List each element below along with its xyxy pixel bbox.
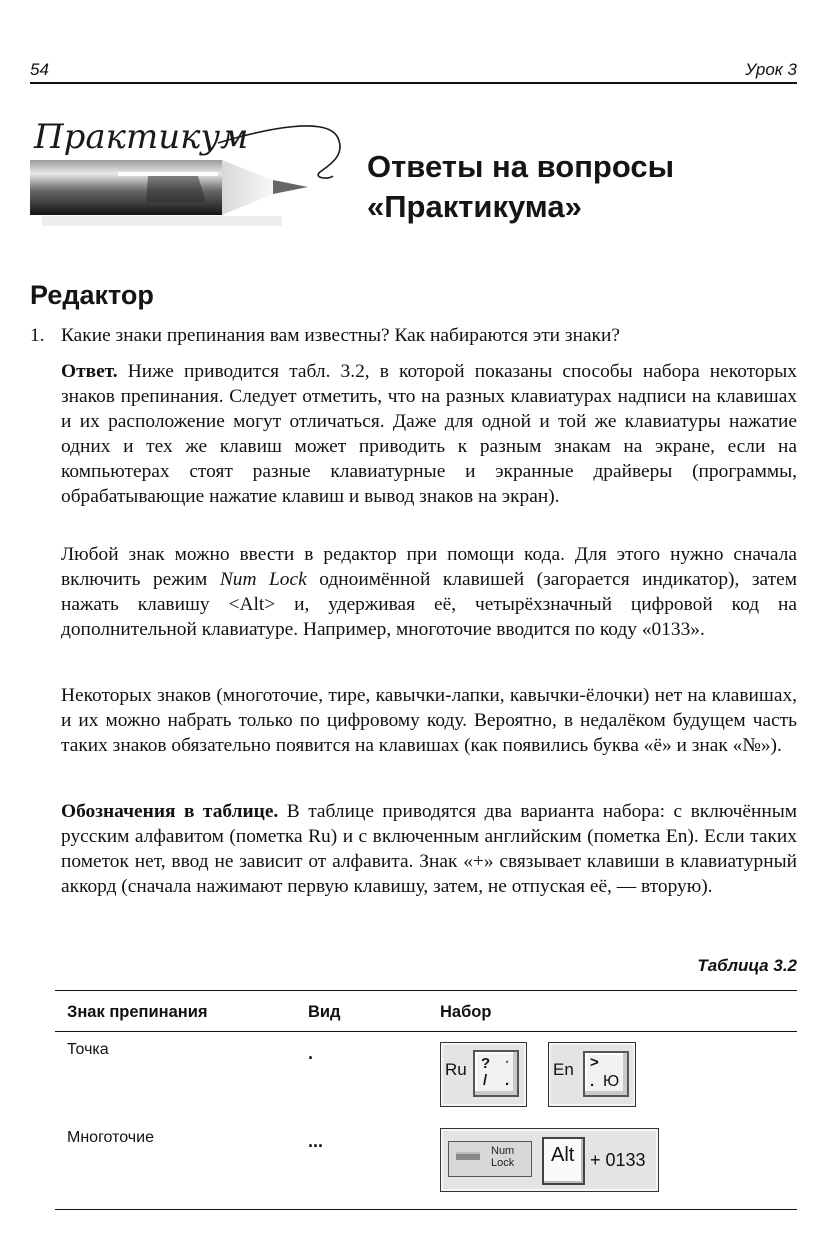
- section-heading: Редактор: [30, 280, 154, 310]
- num-lock-term: Num Lock: [219, 569, 307, 590]
- chapter-title-line2: «Практикума»: [367, 189, 582, 224]
- key-top-label: ?: [481, 1055, 491, 1072]
- key-right-bottom-label: .: [505, 1072, 510, 1089]
- paragraph-text: одноимённой клавишей (загорается индикатор), затем нажать клавишу <Alt> и, удерживая её, четырёхзначный цифровой код на дополнительной клавиатуре. Например, многоточие вводится по коду «0133».: [61, 569, 797, 640]
- alt-code-frame: [440, 1128, 659, 1192]
- lesson-label: Урок 3: [745, 60, 797, 79]
- sign-glyph: ...: [308, 1131, 324, 1151]
- question-text: Какие знаки препинания вам известны? Как набираются эти знаки?: [61, 325, 620, 346]
- lang-label-ru: Ru: [445, 1060, 467, 1079]
- key-right-bottom-label: Ю: [603, 1073, 620, 1090]
- header-sign: Знак препинания: [67, 1003, 208, 1021]
- header-input: Набор: [440, 1003, 492, 1021]
- key-right-top-label: ·: [505, 1054, 510, 1071]
- chapter-title: [367, 147, 674, 227]
- answer-lead: Ответ.: [61, 361, 118, 382]
- num-lock-key: [448, 1141, 532, 1177]
- punctuation-table: [55, 990, 797, 1210]
- answer-text: Ниже приводится табл. 3.2, в которой показаны способы набора некоторых знаков препинания. Следует отметить, что на разных клавиатурах надписи на клавишах и их расположение могут отличаться. Даже для одной и той же клавиатуры нажатие одних и тех же клавиш может приводить к разным знакам на экране, если на компьютерах стоят разные клавиатурные и экранные драйверы (программы, обрабатывающие нажатие клавиш и вывод знаков на экран).: [61, 361, 797, 507]
- notation-lead: Обозначения в таблице.: [61, 801, 279, 822]
- alt-key-label: Alt: [551, 1144, 575, 1166]
- paragraph-text: Любой знак можно ввести в редактор при помощи кода. Для этого нужно сначала включить режим: [61, 544, 797, 590]
- answer-paragraph: [61, 359, 797, 509]
- table-header: [55, 991, 797, 1032]
- special-signs-paragraph: [61, 683, 797, 758]
- table-caption: Таблица 3.2: [697, 956, 797, 975]
- question-slash-key: [473, 1050, 519, 1097]
- svg-text:Практикум: Практикум: [34, 117, 249, 157]
- header-view: Вид: [308, 1003, 341, 1021]
- table-row: [55, 1119, 797, 1209]
- question-number: 1.: [30, 325, 45, 346]
- code-input-paragraph: [61, 542, 797, 642]
- sign-glyph: .: [308, 1043, 314, 1063]
- key-bottom-label: /: [483, 1072, 488, 1089]
- lang-label-en: En: [553, 1060, 574, 1079]
- key-top-label: >: [590, 1054, 599, 1071]
- indicator-led-icon: [456, 1152, 480, 1160]
- key-bottom-label: .: [590, 1073, 595, 1090]
- sign-name: Точка: [67, 1041, 109, 1058]
- table-row: [55, 1031, 797, 1119]
- paragraph-text: В таблице приводятся два варианта набора: с включённым русским алфавитом (пометка Ru) и с включенным английским (пометка En). Если таких пометок нет, ввод не зависит от алфавита. Знак «+» связывает клавиши в клавиатурный аккорд (сначала нажимают первую клавишу, затем, не отпуская её, — вторую).: [61, 801, 797, 897]
- alt-code: + 0133: [590, 1150, 646, 1170]
- pencil-icon: [28, 108, 348, 238]
- sign-name: Многоточие: [67, 1129, 154, 1146]
- ru-key-frame: [440, 1042, 527, 1107]
- num-lock-label: Num Lock: [491, 1145, 515, 1169]
- practicum-logo: [28, 108, 348, 238]
- alt-key: [542, 1137, 585, 1185]
- en-key-frame: [548, 1042, 636, 1107]
- chapter-title-line1: Ответы на вопросы: [367, 149, 675, 184]
- table-notation-paragraph: [61, 799, 797, 899]
- period-yu-key: [583, 1051, 629, 1097]
- paragraph-text: Некоторых знаков (многоточие, тире, кавычки-лапки, кавычки-ёлочки) нет на клавишах, и их можно набрать только по цифровому коду. Вероятно, в недалёком будущем часть таких знаков обязательно появится на клавишах (как появились буква «ё» и знак «№»).: [61, 685, 797, 756]
- page-number: 54: [30, 60, 49, 79]
- running-head: [30, 58, 797, 84]
